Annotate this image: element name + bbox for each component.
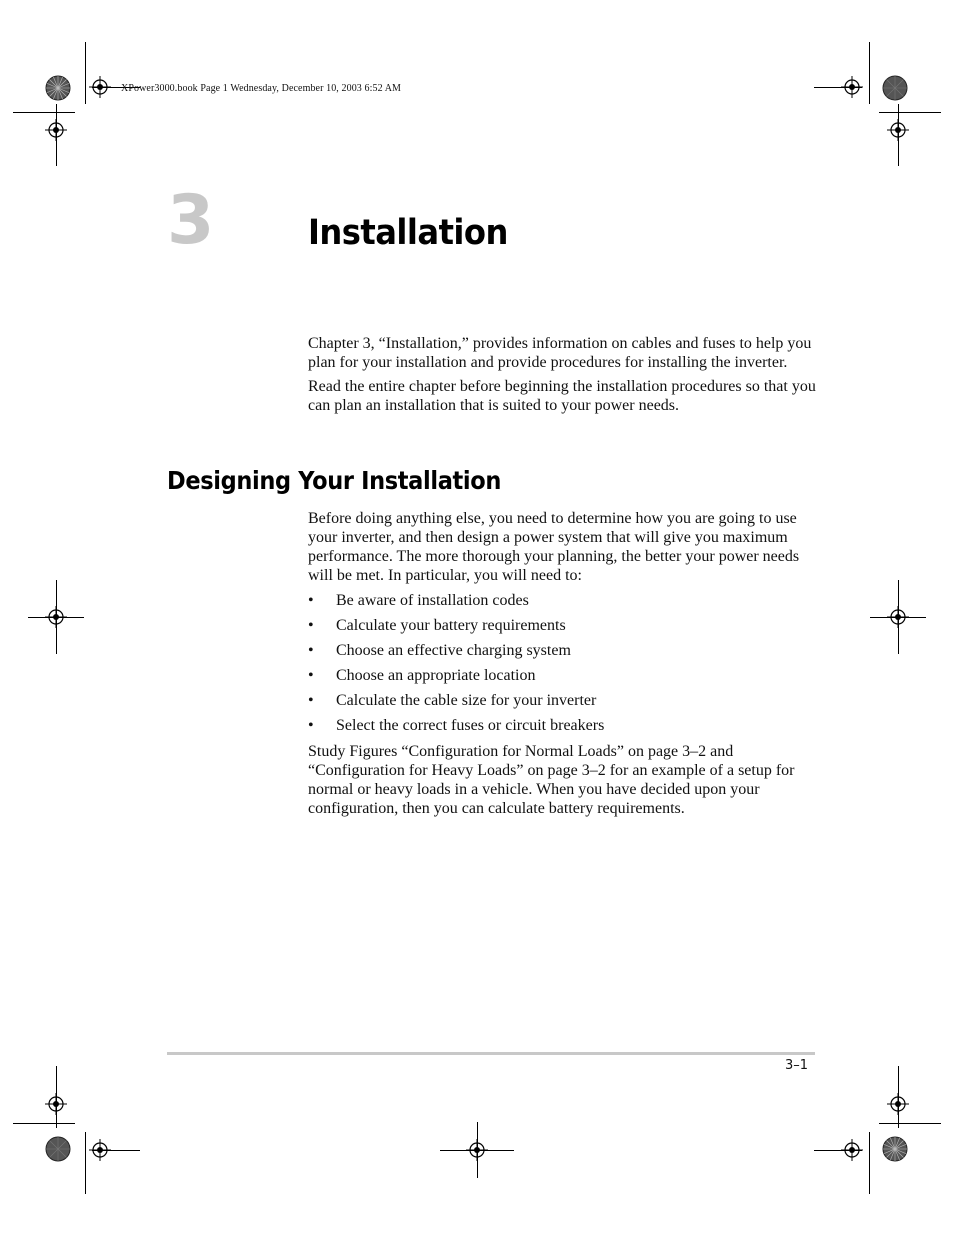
chapter-title: Installation (308, 213, 508, 253)
star-target-icon (45, 75, 71, 101)
list-item (308, 691, 816, 716)
list-item-text: Choose an appropriate location (336, 667, 536, 684)
section-heading: Designing Your Installation (167, 466, 502, 495)
section-paragraph: Study Figures “Configuration for Normal Loads” on page 3–2 and “Configuration for Heavy Loads” on page 3–2 for an example of a setup for normal or heavy loads in a vehicle. When you have decided upon your configuration, then you can calculate battery requirements. (308, 743, 795, 817)
chapter-number: 3 (167, 181, 215, 260)
star-target-icon (882, 1136, 908, 1162)
registration-target-icon (887, 119, 909, 141)
intro-text (308, 334, 816, 415)
crop-mark (869, 42, 870, 104)
intro-paragraph: Chapter 3, “Installation,” provides information on cables and fuses to help you plan for your installation and provide procedures for installing the inverter. (308, 335, 812, 371)
section-body (308, 509, 816, 818)
registration-target-icon (841, 1139, 863, 1161)
registration-target-icon (45, 1093, 67, 1115)
footer-rule (167, 1052, 815, 1055)
crop-mark (13, 112, 75, 113)
crop-mark (13, 1123, 75, 1124)
registration-target-icon (45, 119, 67, 141)
registration-target-icon (841, 76, 863, 98)
list-item (308, 716, 816, 741)
intro-paragraph: Read the entire chapter before beginning the installation procedures so that you can plan an installation that is suited to your power needs. (308, 378, 816, 414)
crop-mark (85, 1132, 86, 1194)
star-target-icon (882, 75, 908, 101)
list-item (308, 591, 816, 616)
requirements-list (308, 591, 816, 741)
print-header: XPower3000.book Page 1 Wednesday, December 10, 2003 6:52 AM (121, 83, 402, 94)
bullet-icon: • (308, 592, 314, 609)
list-item-text: Choose an effective charging system (336, 642, 571, 659)
crop-mark (879, 112, 941, 113)
list-item (308, 616, 816, 641)
bullet-icon: • (308, 642, 314, 659)
crop-mark (85, 42, 86, 104)
bullet-icon: • (308, 617, 314, 634)
bullet-icon: • (308, 667, 314, 684)
bullet-icon: • (308, 692, 314, 709)
list-item-text: Select the correct fuses or circuit breakers (336, 717, 605, 734)
list-item-text: Calculate the cable size for your inverter (336, 692, 597, 709)
list-item-text: Be aware of installation codes (336, 592, 529, 609)
page-number: 3–1 (784, 1058, 808, 1073)
bullet-icon: • (308, 717, 314, 734)
registration-target-icon (466, 1139, 488, 1161)
section-paragraph: Before doing anything else, you need to determine how you are going to use your inverter, and then design a power system that will give you maximum performance. The more thorough your planning, the better your power needs will be met. In particular, you will need to: (308, 510, 800, 584)
crop-mark (869, 1132, 870, 1194)
registration-target-icon (89, 1139, 111, 1161)
list-item-text: Calculate your battery requirements (336, 617, 566, 634)
registration-target-icon (887, 1093, 909, 1115)
registration-target-icon (887, 606, 909, 628)
list-item (308, 666, 816, 691)
registration-target-icon (45, 606, 67, 628)
crop-mark (879, 1123, 941, 1124)
registration-target-icon (89, 76, 111, 98)
list-item (308, 641, 816, 666)
star-target-icon (45, 1136, 71, 1162)
